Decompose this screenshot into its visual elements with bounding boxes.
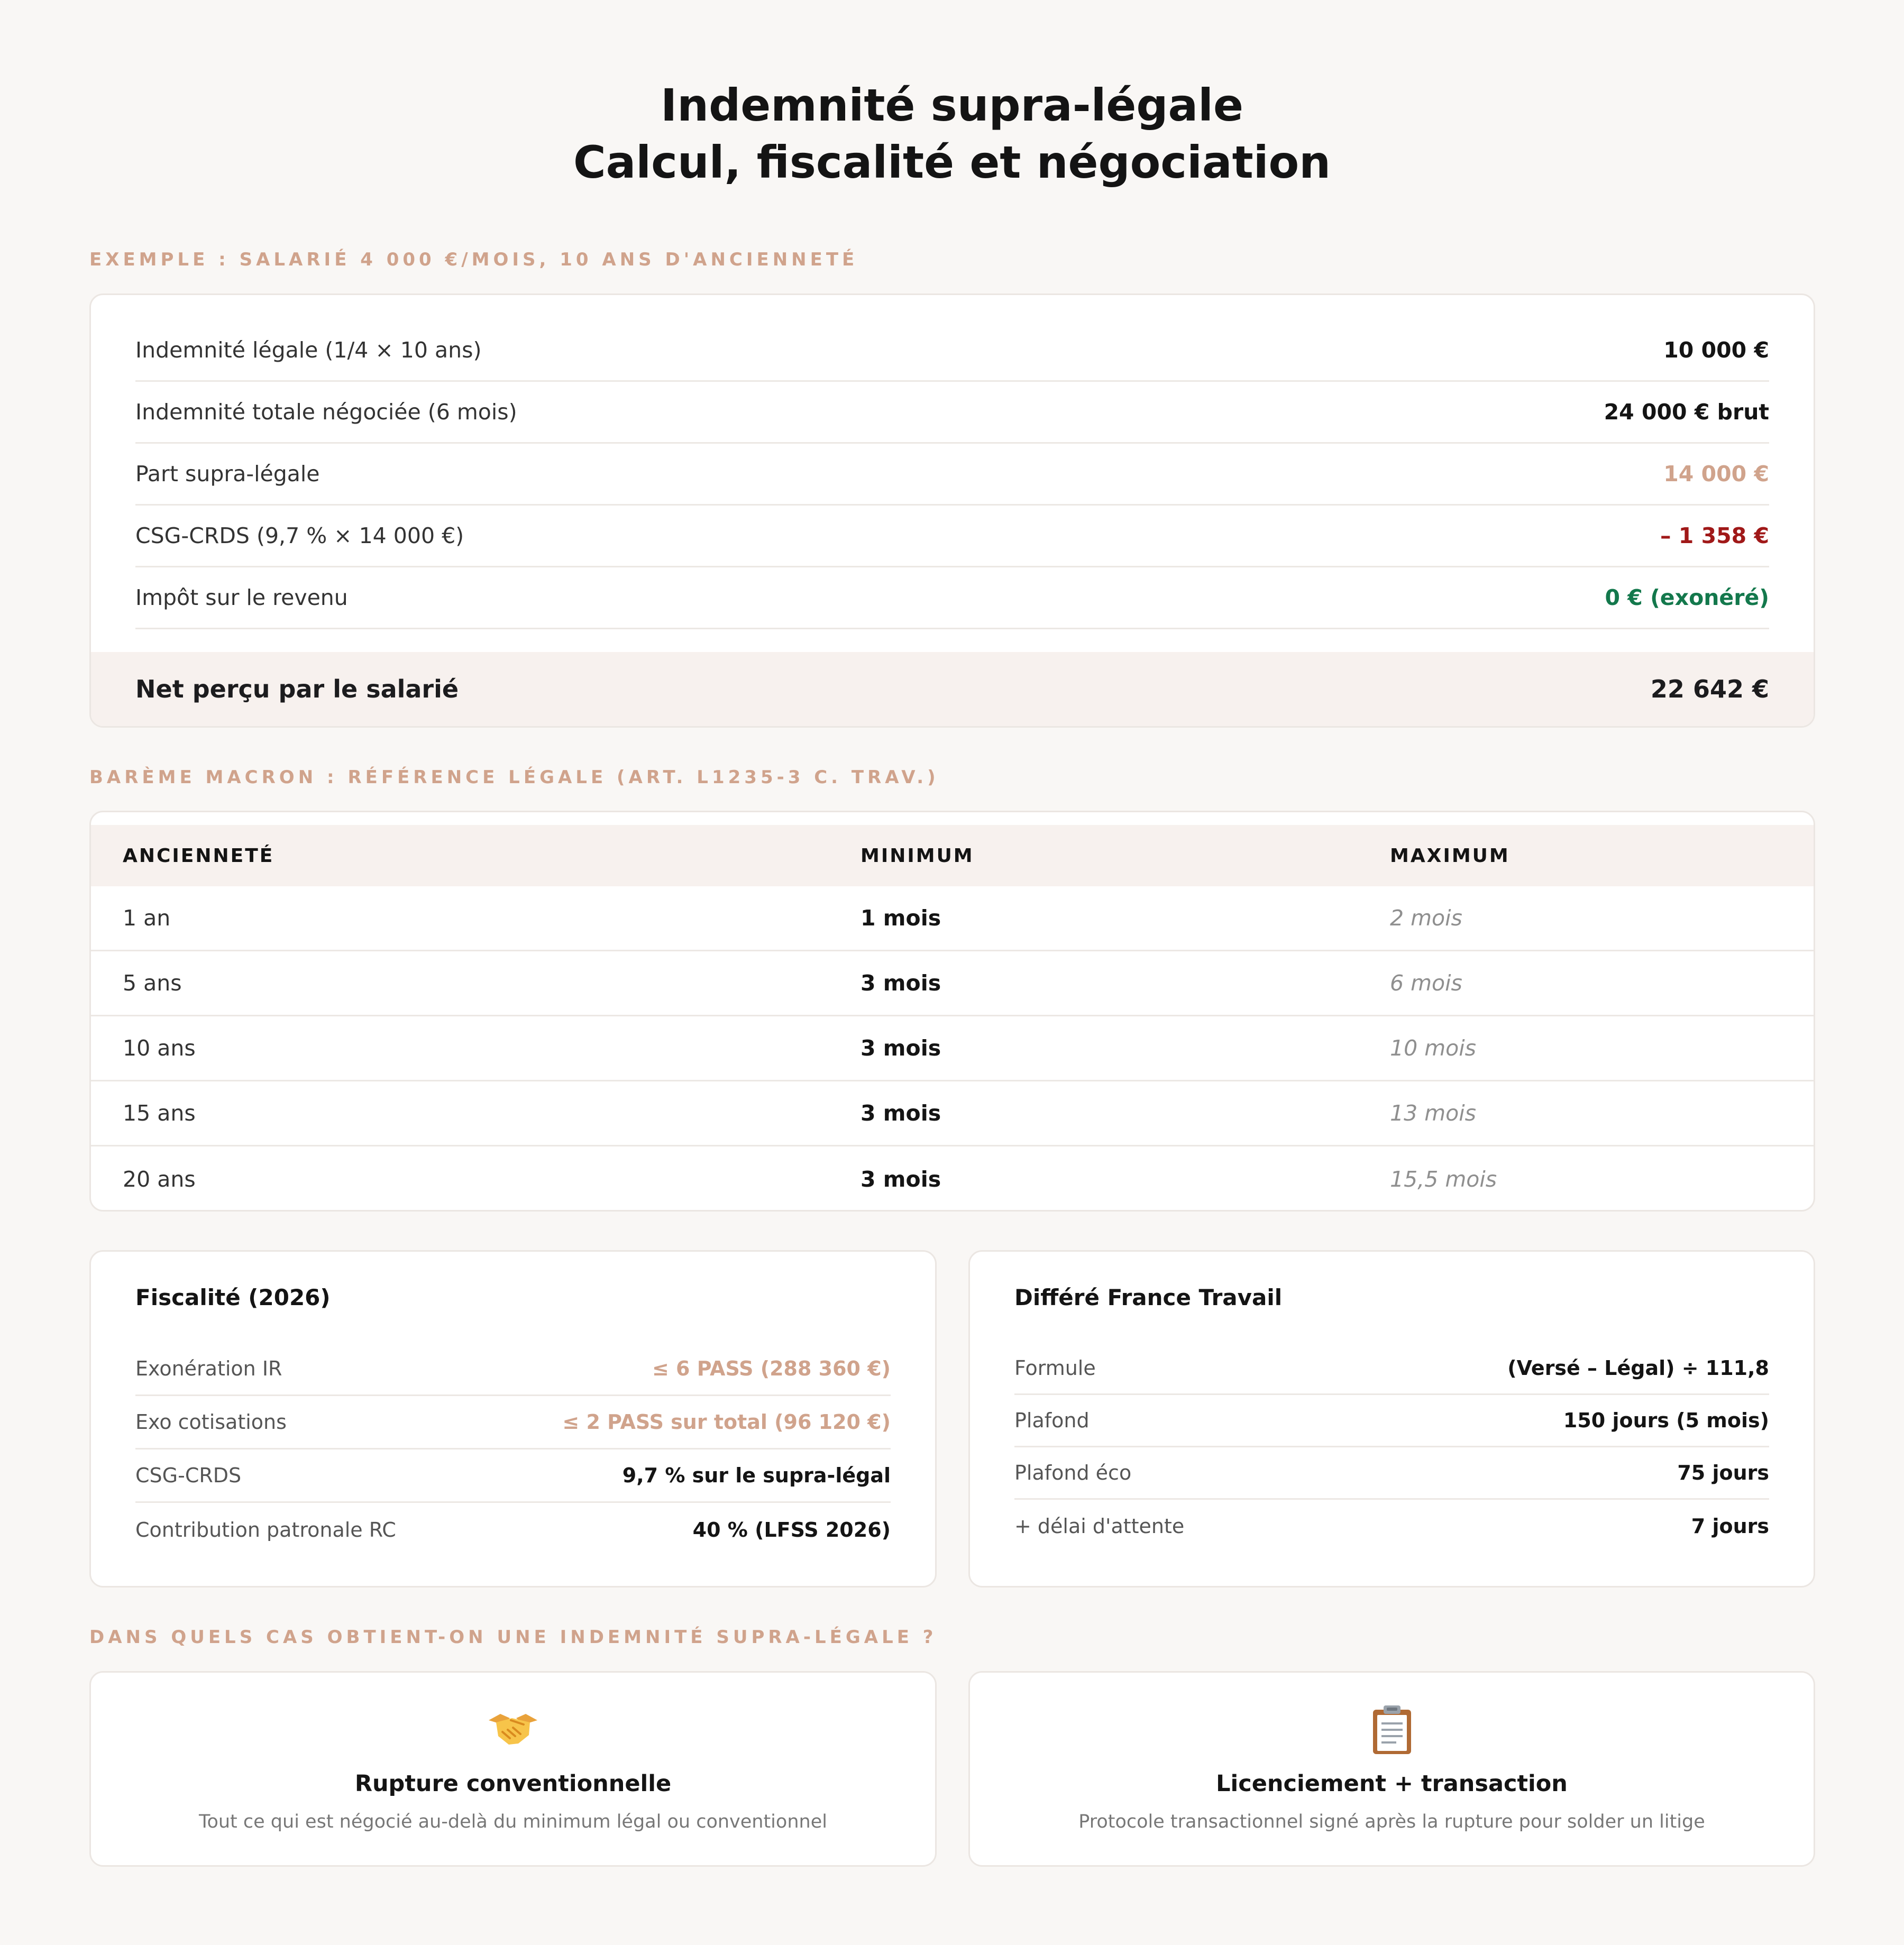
fiscalite-row-value: 9,7 % sur le supra-légal — [622, 1464, 891, 1487]
fiscalite-row-value: ≤ 2 PASS sur total (96 120 €) — [562, 1410, 891, 1434]
case-description: Protocole transactionnel signé après la rupture pour solder un litige — [1078, 1811, 1705, 1832]
differe-row-value: 150 jours (5 mois) — [1563, 1409, 1769, 1432]
differe-row — [1014, 1447, 1769, 1500]
fiscalite-card — [89, 1250, 937, 1588]
case-description: Tout ce qui est négocié au-delà du minimum légal ou conventionnel — [199, 1811, 827, 1832]
fiscalite-row-label: Contribution patronale RC — [135, 1518, 396, 1542]
example-row — [135, 382, 1769, 444]
differe-row-label: Plafond éco — [1014, 1461, 1132, 1484]
header-maximum: MAXIMUM — [1390, 845, 1510, 867]
case-card-rupture — [89, 1671, 937, 1867]
example-row-label: Indemnité totale négociée (6 mois) — [135, 399, 517, 425]
table-row — [91, 951, 1814, 1016]
example-row-label: CSG-CRDS (9,7 % × 14 000 €) — [135, 523, 464, 548]
cases-section-label: DANS QUELS CAS OBTIENT-ON UNE INDEMNITÉ SUPRA-LÉGALE ? — [89, 1627, 937, 1648]
csg-crds-value: – 1 358 € — [1660, 523, 1769, 548]
differe-row — [1014, 1500, 1769, 1552]
cell-anciennete: 5 ans — [123, 970, 182, 996]
page-title-line-1: Indemnité supra-légale — [661, 79, 1243, 131]
case-title: Licenciement + transaction — [1216, 1770, 1568, 1797]
differe-row-value: 7 jours — [1691, 1514, 1769, 1538]
fiscalite-row-label: CSG-CRDS — [135, 1464, 242, 1487]
cell-minimum: 3 mois — [861, 970, 941, 996]
example-row-label: Impôt sur le revenu — [135, 585, 348, 610]
example-row — [135, 506, 1769, 567]
fiscalite-row-value: 40 % (LFSS 2026) — [692, 1518, 891, 1542]
header-anciennete: ANCIENNETÉ — [123, 845, 274, 867]
example-row — [135, 444, 1769, 506]
differe-row-label: Plafond — [1014, 1409, 1090, 1432]
cell-minimum: 3 mois — [861, 1035, 941, 1061]
fiscalite-row-value: ≤ 6 PASS (288 360 €) — [652, 1357, 891, 1380]
table-row — [91, 1081, 1814, 1146]
example-card — [89, 293, 1815, 728]
page-title-line-2: Calcul, fiscalité et négociation — [573, 136, 1331, 188]
cell-minimum: 3 mois — [861, 1100, 941, 1126]
example-row-label: Part supra-légale — [135, 461, 320, 487]
cell-anciennete: 15 ans — [123, 1100, 196, 1126]
fiscalite-row — [135, 1343, 891, 1396]
handshake-icon — [91, 1703, 935, 1756]
differe-row-label: Formule — [1014, 1356, 1096, 1380]
cell-anciennete: 1 an — [123, 905, 171, 931]
page-title — [0, 77, 1904, 191]
example-row — [135, 320, 1769, 382]
header-minimum: MINIMUM — [861, 845, 974, 867]
differe-title: Différé France Travail — [1014, 1285, 1283, 1310]
table-row — [91, 1146, 1814, 1212]
differe-row — [1014, 1395, 1769, 1447]
fiscalite-row — [135, 1396, 891, 1449]
example-row — [135, 567, 1769, 629]
net-total-label: Net perçu par le salarié — [135, 675, 459, 703]
example-row-label: Indemnité légale (1/4 × 10 ans) — [135, 337, 482, 363]
example-row-value: 24 000 € brut — [1604, 399, 1769, 425]
clipboard-icon — [970, 1703, 1814, 1756]
example-row-value: 10 000 € — [1663, 337, 1769, 363]
differe-row — [1014, 1343, 1769, 1395]
supra-legal-value: 14 000 € — [1663, 461, 1769, 487]
cell-maximum: 6 mois — [1390, 970, 1462, 996]
cell-minimum: 1 mois — [861, 905, 941, 931]
case-title: Rupture conventionnelle — [354, 1770, 672, 1797]
bareme-table — [89, 811, 1815, 1212]
differe-card — [968, 1250, 1815, 1588]
cell-anciennete: 10 ans — [123, 1035, 196, 1061]
net-total-row — [91, 652, 1814, 726]
bareme-section-label: BARÈME MACRON : RÉFÉRENCE LÉGALE (ART. L1235-3 C. TRAV.) — [89, 767, 939, 788]
example-section-label: EXEMPLE : SALARIÉ 4 000 €/MOIS, 10 ANS D'ANCIENNETÉ — [89, 249, 858, 270]
net-total-value: 22 642 € — [1650, 675, 1769, 703]
fiscalite-row — [135, 1449, 891, 1503]
cell-maximum: 10 mois — [1390, 1035, 1476, 1061]
cell-maximum: 13 mois — [1390, 1100, 1476, 1126]
fiscalite-row — [135, 1503, 891, 1556]
case-card-licenciement — [968, 1671, 1815, 1867]
differe-row-value: 75 jours — [1677, 1461, 1769, 1484]
cell-maximum: 2 mois — [1390, 905, 1462, 931]
fiscalite-row-label: Exo cotisations — [135, 1410, 287, 1434]
differe-row-value: (Versé – Légal) ÷ 111,8 — [1507, 1356, 1769, 1380]
table-row — [91, 1016, 1814, 1081]
table-row — [91, 886, 1814, 951]
cell-anciennete: 20 ans — [123, 1166, 196, 1192]
income-tax-value: 0 € (exonéré) — [1605, 585, 1769, 610]
fiscalite-title: Fiscalité (2026) — [135, 1285, 331, 1310]
differe-row-label: + délai d'attente — [1014, 1514, 1185, 1538]
fiscalite-row-label: Exonération IR — [135, 1357, 282, 1380]
cell-maximum: 15,5 mois — [1390, 1166, 1497, 1192]
cell-minimum: 3 mois — [861, 1166, 941, 1192]
table-header — [91, 825, 1814, 886]
